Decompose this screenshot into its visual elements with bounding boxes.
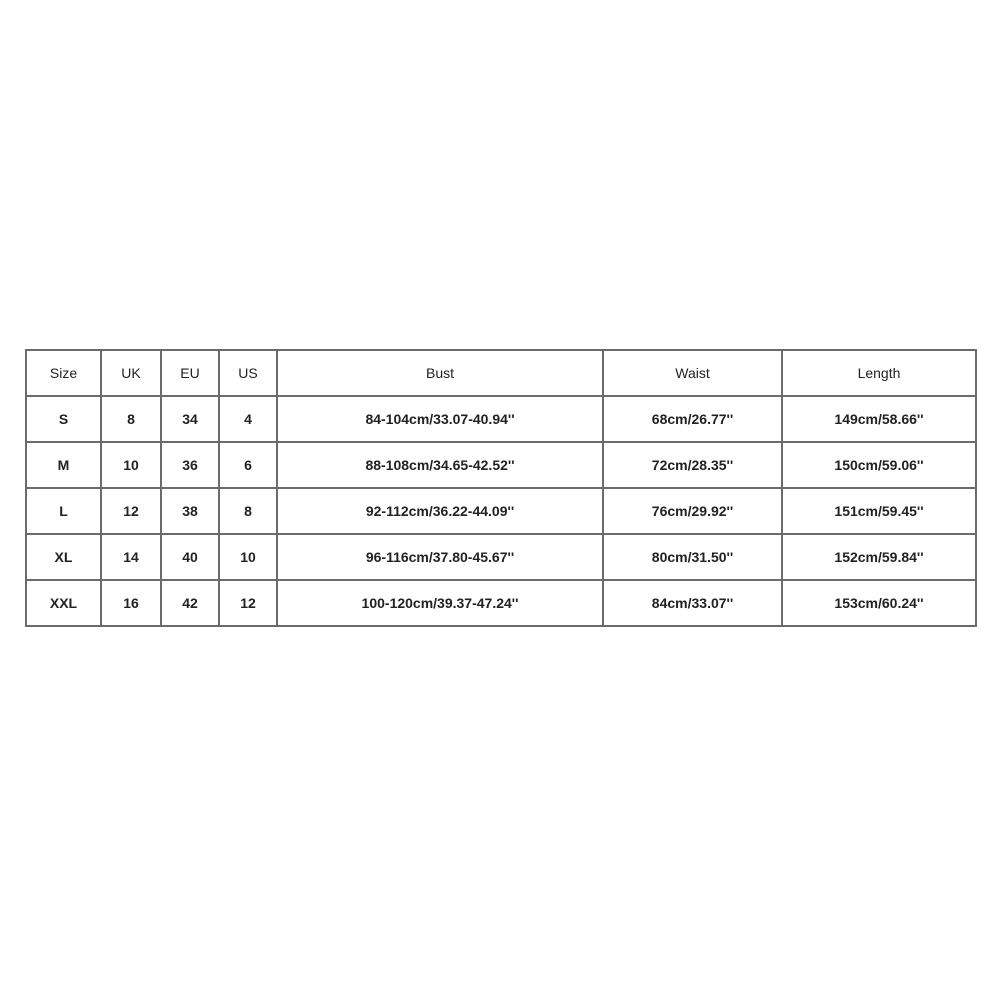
- cell-uk: 12: [101, 488, 161, 534]
- cell-eu: 38: [161, 488, 219, 534]
- cell-length: 149cm/58.66'': [782, 396, 976, 442]
- cell-eu: 40: [161, 534, 219, 580]
- cell-bust: 88-108cm/34.65-42.52'': [277, 442, 603, 488]
- cell-size: L: [26, 488, 101, 534]
- cell-eu: 36: [161, 442, 219, 488]
- table-row: [26, 442, 976, 488]
- cell-length: 153cm/60.24'': [782, 580, 976, 626]
- cell-length: 150cm/59.06'': [782, 442, 976, 488]
- header-us: US: [219, 350, 277, 396]
- cell-eu: 34: [161, 396, 219, 442]
- header-uk: UK: [101, 350, 161, 396]
- cell-bust: 100-120cm/39.37-47.24'': [277, 580, 603, 626]
- table-row: [26, 396, 976, 442]
- cell-eu: 42: [161, 580, 219, 626]
- table-row: [26, 580, 976, 626]
- table-row: [26, 534, 976, 580]
- size-chart-table: [25, 349, 977, 627]
- cell-waist: 68cm/26.77'': [603, 396, 782, 442]
- cell-size: M: [26, 442, 101, 488]
- cell-uk: 14: [101, 534, 161, 580]
- header-eu: EU: [161, 350, 219, 396]
- header-waist: Waist: [603, 350, 782, 396]
- cell-waist: 80cm/31.50'': [603, 534, 782, 580]
- header-size: Size: [26, 350, 101, 396]
- cell-bust: 84-104cm/33.07-40.94'': [277, 396, 603, 442]
- cell-bust: 92-112cm/36.22-44.09'': [277, 488, 603, 534]
- cell-us: 12: [219, 580, 277, 626]
- cell-size: XXL: [26, 580, 101, 626]
- header-length: Length: [782, 350, 976, 396]
- cell-uk: 16: [101, 580, 161, 626]
- cell-waist: 84cm/33.07'': [603, 580, 782, 626]
- cell-bust: 96-116cm/37.80-45.67'': [277, 534, 603, 580]
- cell-waist: 76cm/29.92'': [603, 488, 782, 534]
- header-row: [26, 350, 976, 396]
- cell-us: 4: [219, 396, 277, 442]
- cell-us: 8: [219, 488, 277, 534]
- cell-size: S: [26, 396, 101, 442]
- cell-length: 152cm/59.84'': [782, 534, 976, 580]
- table-row: [26, 488, 976, 534]
- cell-size: XL: [26, 534, 101, 580]
- cell-uk: 8: [101, 396, 161, 442]
- cell-us: 6: [219, 442, 277, 488]
- cell-us: 10: [219, 534, 277, 580]
- cell-uk: 10: [101, 442, 161, 488]
- header-bust: Bust: [277, 350, 603, 396]
- cell-length: 151cm/59.45'': [782, 488, 976, 534]
- cell-waist: 72cm/28.35'': [603, 442, 782, 488]
